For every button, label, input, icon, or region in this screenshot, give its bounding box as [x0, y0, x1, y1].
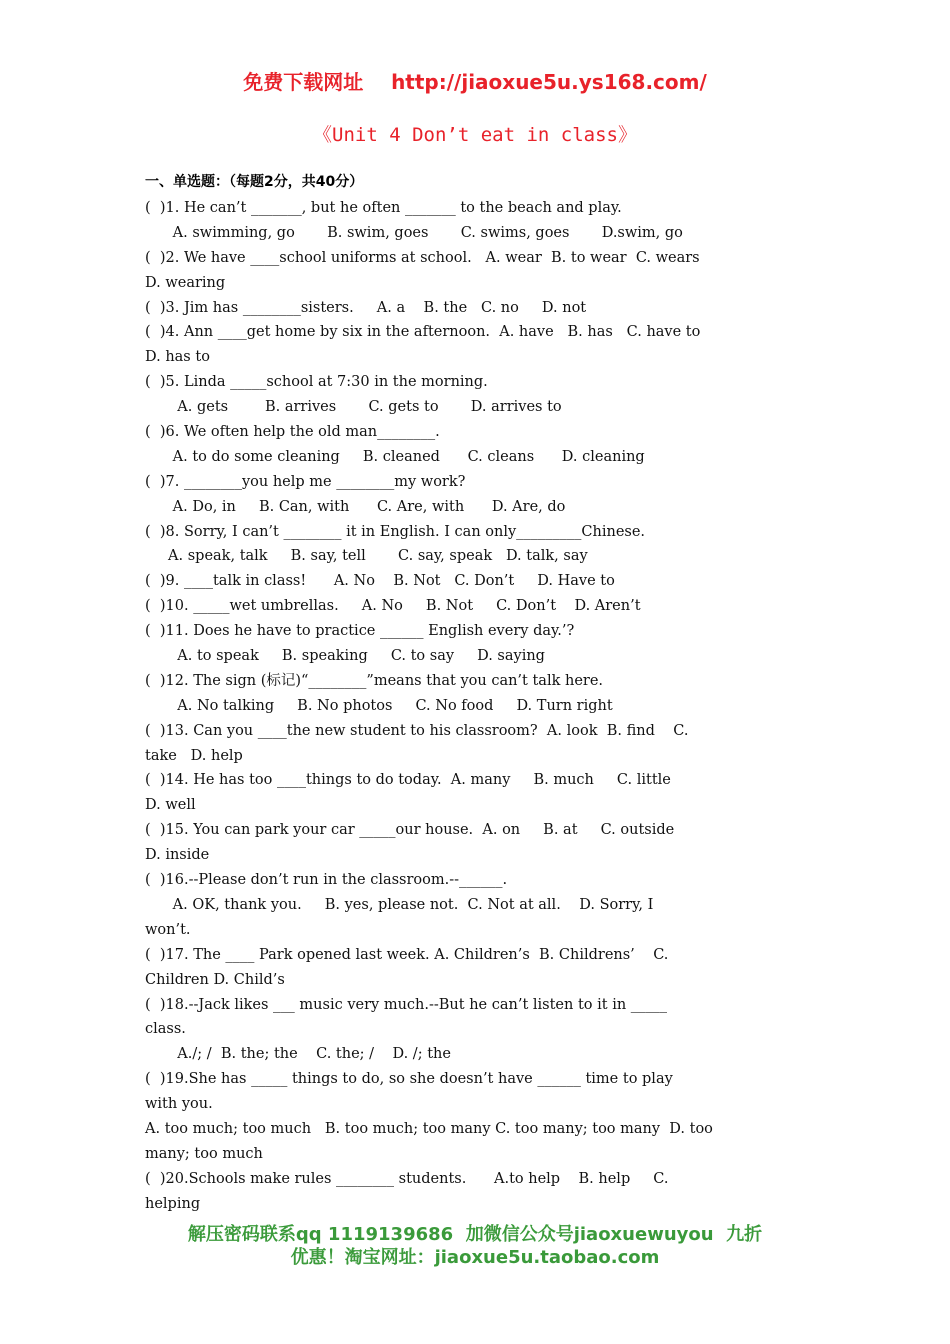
text-line: ( )1. He can’t _______, but he often _______ to the beach and play. [145, 200, 622, 216]
text-line: A./; / B. the; the C. the; / D. /; the [145, 1046, 451, 1063]
text-line: A. gets B. arrives C. gets to D. arrives to [145, 399, 562, 416]
text-line: ( )5. Linda _____school at 7:30 in the morning. [145, 374, 488, 391]
text-line: A. speak, talk B. say, tell C. say, speak D. talk, say [145, 548, 588, 565]
text-line: A. swimming, go B. swim, goes C. swims, goes D.swim, go [145, 224, 683, 241]
text-line: A. OK, thank you. B. yes, please not. C. Not at all. D. Sorry, I [145, 896, 654, 913]
text-line: ( )10. _____wet umbrellas. A. No B. Not C. Don’t D. Aren’t [145, 598, 641, 615]
text-line: D. well [145, 797, 196, 814]
text-line: Children D. Child’s [145, 971, 285, 988]
text-line: take D. help [145, 747, 243, 764]
text-line: many; too much [145, 1145, 263, 1162]
text-line: ( )2. We have ____school uniforms at school. A. wear B. to wear C. wears [145, 249, 700, 266]
text-line: ( )15. You can park your car _____our house. A. on B. at C. outside [145, 822, 675, 839]
text-line: class. [145, 1021, 186, 1038]
text-line: ( )18.--Jack likes ___ music very much.--But he can’t listen to it in _____ [145, 996, 668, 1013]
download-label: 免费下载网址 [243, 70, 364, 94]
text-line: ( )17. The ____ Park opened last week. A. Children’s B. Childrens’ C. [145, 946, 669, 963]
text-line: helping [145, 1195, 201, 1212]
text-line: A. to speak B. speaking C. to say D. saying [145, 648, 545, 665]
text-line: A. Do, in B. Can, with C. Are, with D. Are, do [145, 498, 566, 515]
text-line: ( )12. The sign (标记)“________”means that you can’t talk here. [145, 672, 604, 689]
text-line: D. inside [145, 847, 210, 864]
section-heading: 一、单选题：（每题2分，共40分） [145, 174, 364, 190]
text-line: D. has to [145, 349, 210, 366]
text-line: D. wearing [145, 274, 226, 291]
text-line: ( )13. Can you ____the new student to his classroom? A. look B. find C. [145, 722, 689, 739]
text-line: A. No talking B. No photos C. No food D. Turn right [145, 697, 613, 714]
text-line: ( )9. ____talk in class! A. No B. Not C. Don’t D. Have to [145, 573, 615, 590]
text-line: with you. [145, 1096, 213, 1113]
text-line: won’t. [145, 921, 191, 938]
question-list [145, 196, 810, 1217]
text-line: ( )8. Sorry, I can’t ________ it in English. I can only_________Chinese. [145, 523, 646, 540]
text-line: ( )4. Ann ____get home by six in the afternoon. A. have B. has C. have to [145, 324, 701, 341]
unit-title: 《Unit 4 Don’t eat in class》 [313, 124, 637, 146]
text-line: ( )6. We often help the old man________. [145, 424, 440, 441]
text-line: ( )11. Does he have to practice ______ English every day.’? [145, 623, 575, 640]
text-line: ( )14. He has too ____things to do today. A. many B. much C. little [145, 772, 671, 789]
text-line: A. too much; too much B. too much; too many C. too many; too many D. too [145, 1120, 713, 1137]
text-line: ( )16.--Please don’t run in the classroom.--______. [145, 872, 508, 889]
download-header [0, 66, 950, 95]
text-line: ( )19.She has _____ things to do, so she doesn’t have ______ time to play [145, 1071, 673, 1088]
text-line: ( )3. Jim has ________sisters. A. a B. the C. no D. not [145, 299, 587, 316]
download-url-link[interactable]: http://jiaoxue5u.ys168.com/ [391, 70, 707, 94]
text-line: ( )20.Schools make rules ________ students. A.to help B. help C. [145, 1170, 669, 1187]
footer-shop-link[interactable]: 优惠！淘宝网址：jiaoxue5u.taobao.com [290, 1247, 660, 1268]
text-line: A. to do some cleaning B. cleaned C. cleans D. cleaning [145, 448, 645, 465]
footer-contact: 解压密码联系qq 1119139686 加微信公众号jiaoxuewuyou 九折 [187, 1224, 763, 1245]
text-line: ( )7. ________you help me ________my work? [145, 473, 466, 490]
